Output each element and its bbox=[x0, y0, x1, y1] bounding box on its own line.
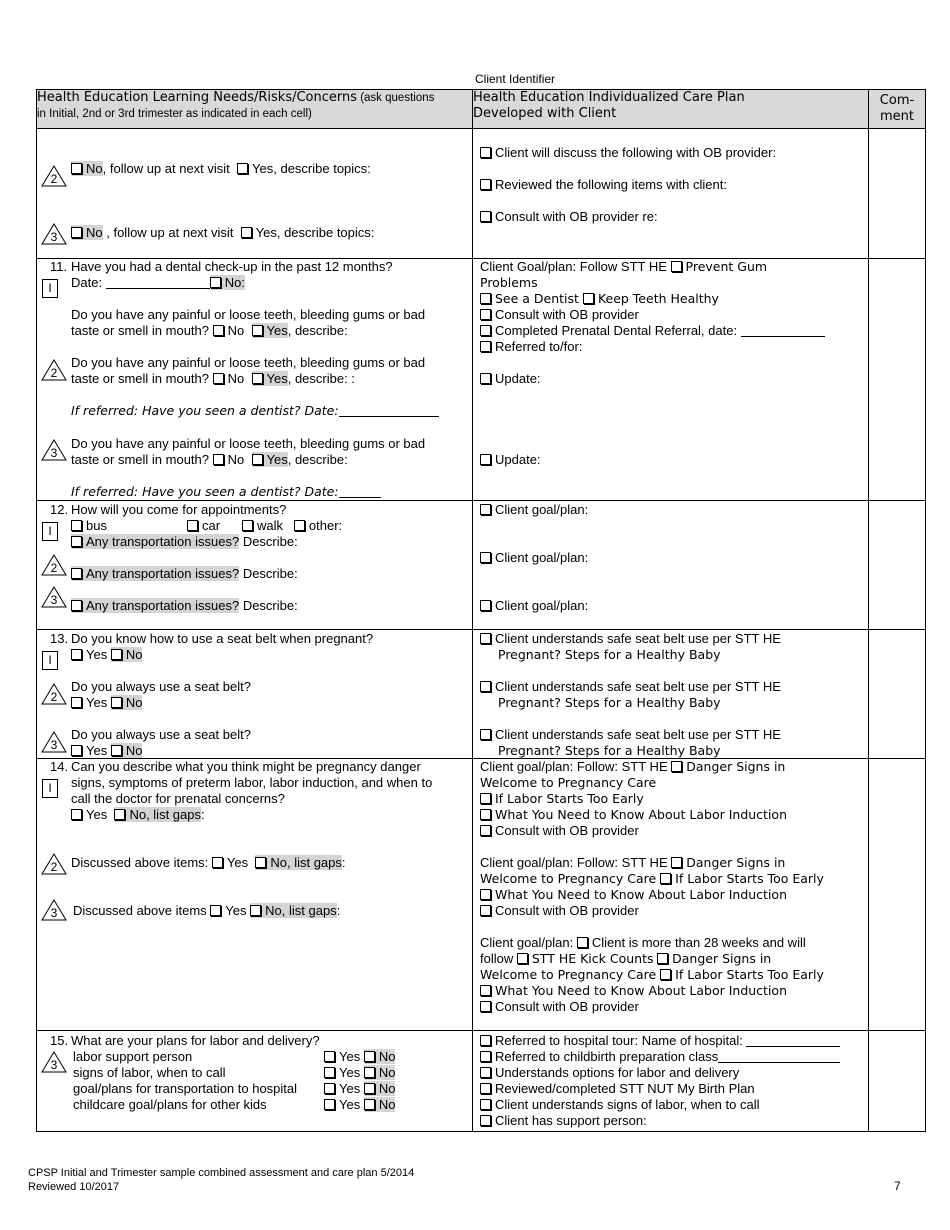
no-checkbox[interactable] bbox=[71, 163, 82, 174]
labor-induction: What You Need to Know About Labor Induction bbox=[480, 983, 787, 999]
yes-no-line: Yes No bbox=[71, 743, 142, 759]
danger-consult-ob: Consult with OB provider bbox=[480, 823, 639, 839]
date-field[interactable] bbox=[741, 324, 825, 337]
date-field[interactable] bbox=[106, 276, 210, 289]
second-trimester-marker: 2 bbox=[41, 165, 67, 187]
checkbox[interactable] bbox=[480, 633, 491, 644]
no-checkbox[interactable] bbox=[255, 857, 266, 868]
question-number: 13. bbox=[50, 631, 69, 646]
painful-question-line1: Do you have any painful or loose teeth, bleeding gums or bad bbox=[71, 307, 426, 322]
checkbox[interactable] bbox=[480, 985, 491, 996]
transport-issues-line: Any transportation issues? Describe: bbox=[71, 534, 298, 550]
second-trimester-marker: 2 bbox=[41, 554, 67, 576]
transport-issues-checkbox[interactable] bbox=[71, 600, 82, 611]
yes-checkbox[interactable] bbox=[71, 809, 82, 820]
plan-cell bbox=[473, 501, 869, 630]
plan-consult-re: Consult with OB provider re: bbox=[480, 209, 658, 225]
yes-checkbox[interactable] bbox=[324, 1099, 335, 1110]
no-checkbox[interactable] bbox=[111, 649, 122, 660]
seatbelt-book: Pregnant? Steps for a Healthy Baby bbox=[498, 647, 721, 662]
no-checkbox[interactable] bbox=[364, 1067, 375, 1078]
danger-goal-plan-28wk: Client goal/plan: Client is more than 28 weeks and will bbox=[480, 935, 806, 950]
checkbox[interactable] bbox=[480, 905, 491, 916]
header-paren: (ask questions bbox=[357, 92, 435, 104]
checkbox[interactable] bbox=[480, 341, 491, 352]
labor-induction: What You Need to Know About Labor Induction bbox=[480, 887, 787, 903]
initial-marker: I bbox=[42, 522, 58, 541]
yes-checkbox[interactable] bbox=[324, 1083, 335, 1094]
question-number: 11. bbox=[50, 259, 68, 274]
no-checkbox[interactable] bbox=[114, 809, 125, 820]
question-number: 12. bbox=[50, 502, 69, 517]
welcome-labor-early: Welcome to Pregnancy Care If Labor Starts Too Early bbox=[480, 871, 824, 886]
dental-completed-referral: Completed Prenatal Dental Referral, date: bbox=[480, 323, 825, 339]
dental-goal-plan: Client Goal/plan: Follow STT HE Prevent Gum bbox=[480, 259, 768, 274]
checkbox[interactable] bbox=[657, 953, 668, 964]
plan-discuss-ob: Client will discuss the following with OB provider: bbox=[480, 145, 776, 161]
painful-question-line1: Do you have any painful or loose teeth, bleeding gums or bad bbox=[71, 355, 426, 370]
checkbox[interactable] bbox=[480, 729, 491, 740]
checkbox[interactable] bbox=[480, 889, 491, 900]
header-care-plan-line1: Health Education Individualized Care Plan bbox=[473, 90, 745, 105]
plan-cell bbox=[473, 129, 869, 259]
yes-no-gaps-line: Yes No, list gaps: bbox=[71, 807, 205, 823]
no-checkbox[interactable] bbox=[250, 905, 261, 916]
seatbelt-book: Pregnant? Steps for a Healthy Baby bbox=[498, 695, 721, 710]
header-comment-line2: ment bbox=[880, 109, 914, 124]
dental-date-line: Date: No: bbox=[71, 275, 245, 290]
second-trimester-marker: 2 bbox=[41, 853, 67, 875]
kick-counts-line: follow STT HE Kick Counts Danger Signs in bbox=[480, 951, 772, 966]
labor-plans-question: What are your plans for labor and delivery? bbox=[71, 1033, 320, 1048]
checkbox[interactable] bbox=[480, 211, 491, 222]
checkbox[interactable] bbox=[671, 761, 682, 772]
checkbox[interactable] bbox=[480, 552, 491, 563]
third-trimester-marker: 3 bbox=[41, 899, 67, 921]
plan-childbirth-class: Referred to childbirth preparation class bbox=[480, 1049, 840, 1065]
third-trimester-marker: 3 bbox=[41, 586, 67, 608]
needs-cell bbox=[37, 759, 473, 1031]
client-identifier-label: Client Identifier bbox=[475, 72, 556, 86]
needs-cell bbox=[37, 1031, 473, 1132]
header-care-plan bbox=[473, 90, 869, 129]
initial-marker: I bbox=[42, 779, 58, 798]
labor-induction: What You Need to Know About Labor Induction bbox=[480, 807, 787, 823]
yes-checkbox[interactable] bbox=[252, 454, 263, 465]
welcome-labor-early: Welcome to Pregnancy Care If Labor Starts Too Early bbox=[480, 967, 824, 982]
checkbox[interactable] bbox=[480, 325, 491, 336]
checkbox[interactable] bbox=[480, 293, 491, 304]
checkbox[interactable] bbox=[480, 809, 491, 820]
if-referred-dentist: If referred: Have you seen a dentist? Date: bbox=[71, 403, 439, 419]
checkbox[interactable] bbox=[480, 600, 491, 611]
checkbox[interactable] bbox=[480, 504, 491, 515]
yes-no-line: Yes No bbox=[71, 647, 142, 663]
comment-cell[interactable] bbox=[869, 1031, 926, 1132]
dental-checkup-question: Have you had a dental check-up in the past 12 months? bbox=[71, 259, 393, 274]
yes-checkbox[interactable] bbox=[71, 697, 82, 708]
plan-reviewed: Reviewed the following items with client: bbox=[480, 177, 727, 193]
yes-checkbox[interactable] bbox=[252, 325, 263, 336]
danger-goal-plan: Client goal/plan: Follow: STT HE Danger Signs in bbox=[480, 855, 786, 870]
seatbelt-understands: Client understands safe seat belt use per STT HE bbox=[480, 727, 781, 743]
needs-cell bbox=[37, 259, 473, 501]
footer-line1: CPSP Initial and Trimester sample combined assessment and care plan 5/2014 bbox=[28, 1167, 415, 1179]
header-comment-line1: Com- bbox=[879, 93, 915, 108]
checkbox[interactable] bbox=[480, 147, 491, 158]
checkbox[interactable] bbox=[480, 309, 491, 320]
seatbelt-understands: Client understands safe seat belt use per STT HE bbox=[480, 631, 781, 647]
header-learning-needs-title: Health Education Learning Needs/Risks/Concerns bbox=[37, 90, 358, 105]
yes-checkbox[interactable] bbox=[324, 1067, 335, 1078]
initial-marker: I bbox=[42, 651, 58, 670]
walk-checkbox[interactable] bbox=[242, 520, 253, 531]
checkbox[interactable] bbox=[671, 857, 682, 868]
checkbox[interactable] bbox=[480, 179, 491, 190]
dental-update: Update: bbox=[480, 371, 541, 387]
discussed-above-line: Discussed above items: Yes No, list gaps: bbox=[71, 855, 346, 870]
dental-consult-ob: Consult with OB provider bbox=[480, 307, 639, 323]
checkbox[interactable] bbox=[480, 1099, 491, 1110]
checkbox[interactable] bbox=[671, 261, 682, 272]
class-field[interactable] bbox=[718, 1050, 840, 1063]
yes-checkbox[interactable] bbox=[210, 905, 221, 916]
checkbox[interactable] bbox=[480, 454, 491, 465]
dental-goal-plan-cont: Problems bbox=[480, 275, 538, 290]
checkbox[interactable] bbox=[480, 681, 491, 692]
danger-signs-question-line2: signs, symptoms of preterm labor, labor induction, and when to bbox=[71, 775, 433, 790]
date-field[interactable] bbox=[339, 404, 439, 417]
transport-issues-line: Any transportation issues? Describe: bbox=[71, 566, 298, 582]
labor-plan-item: signs of labor, when to call bbox=[73, 1065, 226, 1080]
checkbox[interactable] bbox=[583, 293, 594, 304]
transportation-question: How will you come for appointments? bbox=[71, 502, 287, 517]
painful-question-line2: taste or smell in mouth? No Yes, describe: bbox=[71, 323, 348, 338]
plan-cell bbox=[473, 1031, 869, 1132]
checkbox[interactable] bbox=[517, 953, 528, 964]
comment-cell[interactable] bbox=[869, 501, 926, 630]
seat-belt-always-question: Do you always use a seat belt? bbox=[71, 679, 251, 694]
danger-signs-question-line1: Can you describe what you think might be pregnancy danger bbox=[71, 759, 421, 774]
question-number: 15. bbox=[50, 1033, 69, 1048]
yes-checkbox[interactable] bbox=[212, 857, 223, 868]
yes-checkbox[interactable] bbox=[324, 1051, 335, 1062]
car-checkbox[interactable] bbox=[187, 520, 198, 531]
labor-delivery-row bbox=[37, 1031, 926, 1132]
plan-cell bbox=[473, 259, 869, 501]
no-checkbox[interactable] bbox=[210, 277, 221, 288]
dental-update: Update: bbox=[480, 452, 541, 468]
no-checkbox[interactable] bbox=[71, 227, 82, 238]
yes-checkbox[interactable] bbox=[252, 373, 263, 384]
checkbox[interactable] bbox=[480, 793, 491, 804]
checkbox[interactable] bbox=[480, 1083, 491, 1094]
comment-cell[interactable] bbox=[869, 129, 926, 259]
checkbox[interactable] bbox=[660, 969, 671, 980]
no-checkbox[interactable] bbox=[111, 745, 122, 756]
labor-plan-item: labor support person bbox=[73, 1049, 193, 1064]
no-checkbox[interactable] bbox=[213, 325, 224, 336]
discussed-above-line: Discussed above items Yes No, list gaps: bbox=[73, 903, 341, 918]
transport-goal-plan: Client goal/plan: bbox=[480, 598, 588, 614]
needs-cell bbox=[37, 501, 473, 630]
labor-early: If Labor Starts Too Early bbox=[480, 791, 644, 807]
third-trimester-marker: 3 bbox=[41, 439, 67, 461]
third-trimester-marker: 3 bbox=[41, 223, 67, 245]
plan-cell bbox=[473, 630, 869, 759]
yes-checkbox[interactable] bbox=[71, 745, 82, 756]
if-referred-dentist: If referred: Have you seen a dentist? Date: bbox=[71, 484, 381, 500]
second-trimester-marker: 2 bbox=[41, 683, 67, 705]
other-checkbox[interactable] bbox=[294, 520, 305, 531]
transport-issues-checkbox[interactable] bbox=[71, 568, 82, 579]
header-care-plan-line2: Developed with Client bbox=[473, 106, 617, 121]
followup-line-2nd: No, follow up at next visit Yes, describe topics: bbox=[71, 161, 371, 177]
painful-question-line2: taste or smell in mouth? No Yes, describe: : bbox=[71, 371, 355, 386]
labor-plan-item: goal/plans for transportation to hospital bbox=[73, 1081, 298, 1096]
care-plan-table bbox=[36, 89, 926, 1132]
table-header-row bbox=[37, 90, 926, 129]
transport-goal-plan: Client goal/plan: bbox=[480, 502, 588, 518]
yes-checkbox[interactable] bbox=[241, 227, 252, 238]
seat-belt-question: Do you know how to use a seat belt when pregnant? bbox=[71, 631, 374, 646]
transport-issues-checkbox[interactable] bbox=[71, 536, 82, 547]
transport-options: bus car walk other: bbox=[71, 518, 342, 534]
seatbelt-book: Pregnant? Steps for a Healthy Baby bbox=[498, 743, 721, 758]
danger-consult-ob: Consult with OB provider bbox=[480, 999, 639, 1015]
seat-belt-always-question: Do you always use a seat belt? bbox=[71, 727, 251, 742]
painful-question-line1: Do you have any painful or loose teeth, bleeding gums or bad bbox=[71, 436, 426, 451]
plan-support-person: Client has support person: bbox=[480, 1113, 647, 1129]
topic-followup-row bbox=[37, 129, 926, 259]
no-checkbox[interactable] bbox=[364, 1099, 375, 1110]
plan-hospital-tour: Referred to hospital tour: Name of hospital: bbox=[480, 1033, 840, 1049]
plan-cell bbox=[473, 759, 869, 1031]
footer-line2: Reviewed 10/2017 bbox=[28, 1181, 120, 1193]
welcome-pregnancy-care: Welcome to Pregnancy Care bbox=[480, 775, 657, 790]
yes-checkbox[interactable] bbox=[237, 163, 248, 174]
third-trimester-marker: 3 bbox=[41, 731, 67, 753]
no-checkbox[interactable] bbox=[364, 1083, 375, 1094]
no-checkbox[interactable] bbox=[364, 1051, 375, 1062]
yes-checkbox[interactable] bbox=[71, 649, 82, 660]
yes-no-line: Yes No bbox=[324, 1097, 395, 1113]
bus-checkbox[interactable] bbox=[71, 520, 82, 531]
question-number: 14. bbox=[50, 759, 69, 774]
checkbox[interactable] bbox=[480, 825, 491, 836]
danger-signs-question-line3: call the doctor for prenatal concerns? bbox=[71, 791, 285, 806]
yes-no-line: Yes No bbox=[71, 695, 142, 711]
transportation-row bbox=[37, 501, 926, 630]
checkbox[interactable] bbox=[480, 1001, 491, 1012]
yes-no-line: Yes No bbox=[324, 1081, 395, 1097]
danger-signs-row bbox=[37, 759, 926, 1031]
comment-cell[interactable] bbox=[869, 630, 926, 759]
plan-signs-labor: Client understands signs of labor, when to call bbox=[480, 1097, 760, 1113]
no-checkbox[interactable] bbox=[111, 697, 122, 708]
initial-marker: I bbox=[42, 279, 58, 298]
checkbox[interactable] bbox=[480, 1067, 491, 1078]
hospital-name-field[interactable] bbox=[746, 1034, 840, 1047]
comment-cell[interactable] bbox=[869, 759, 926, 1031]
no-checkbox[interactable] bbox=[213, 373, 224, 384]
transport-issues-line: Any transportation issues? Describe: bbox=[71, 598, 298, 614]
no-checkbox[interactable] bbox=[213, 454, 224, 465]
followup-line-3rd: No , follow up at next visit Yes, describe topics: bbox=[71, 225, 374, 241]
needs-cell bbox=[37, 129, 473, 259]
checkbox[interactable] bbox=[480, 1035, 491, 1046]
checkbox[interactable] bbox=[480, 1051, 491, 1062]
dental-referred: Referred to/for: bbox=[480, 339, 582, 355]
dental-row bbox=[37, 259, 926, 501]
header-paren-line2: in Initial, 2nd or 3rd trimester as indicated in each cell) bbox=[37, 108, 312, 120]
yes-no-line: Yes No bbox=[324, 1065, 395, 1081]
transport-goal-plan: Client goal/plan: bbox=[480, 550, 588, 566]
page-number: 7 bbox=[894, 1179, 901, 1193]
date-field[interactable] bbox=[339, 485, 381, 498]
dental-see-dentist: See a Dentist Keep Teeth Healthy bbox=[480, 291, 719, 307]
second-trimester-marker: 2 bbox=[41, 359, 67, 381]
comment-cell[interactable] bbox=[869, 259, 926, 501]
header-learning-needs bbox=[37, 90, 473, 129]
seatbelt-understands: Client understands safe seat belt use per STT HE bbox=[480, 679, 781, 695]
checkbox[interactable] bbox=[480, 1115, 491, 1126]
checkbox[interactable] bbox=[480, 373, 491, 384]
seat-belt-row bbox=[37, 630, 926, 759]
needs-cell bbox=[37, 630, 473, 759]
yes-no-line: Yes No bbox=[324, 1049, 395, 1065]
checkbox[interactable] bbox=[660, 873, 671, 884]
header-comment bbox=[869, 90, 926, 129]
painful-question-line2: taste or smell in mouth? No Yes, describe: bbox=[71, 452, 348, 467]
checkbox[interactable] bbox=[577, 937, 588, 948]
labor-plan-item: childcare goal/plans for other kids bbox=[73, 1097, 267, 1112]
plan-birth-plan: Reviewed/completed STT NUT My Birth Plan bbox=[480, 1081, 755, 1097]
third-trimester-marker: 3 bbox=[41, 1051, 67, 1073]
danger-goal-plan: Client goal/plan: Follow: STT HE Danger Signs in bbox=[480, 759, 786, 774]
plan-options: Understands options for labor and delivery bbox=[480, 1065, 739, 1081]
danger-consult-ob: Consult with OB provider bbox=[480, 903, 639, 919]
